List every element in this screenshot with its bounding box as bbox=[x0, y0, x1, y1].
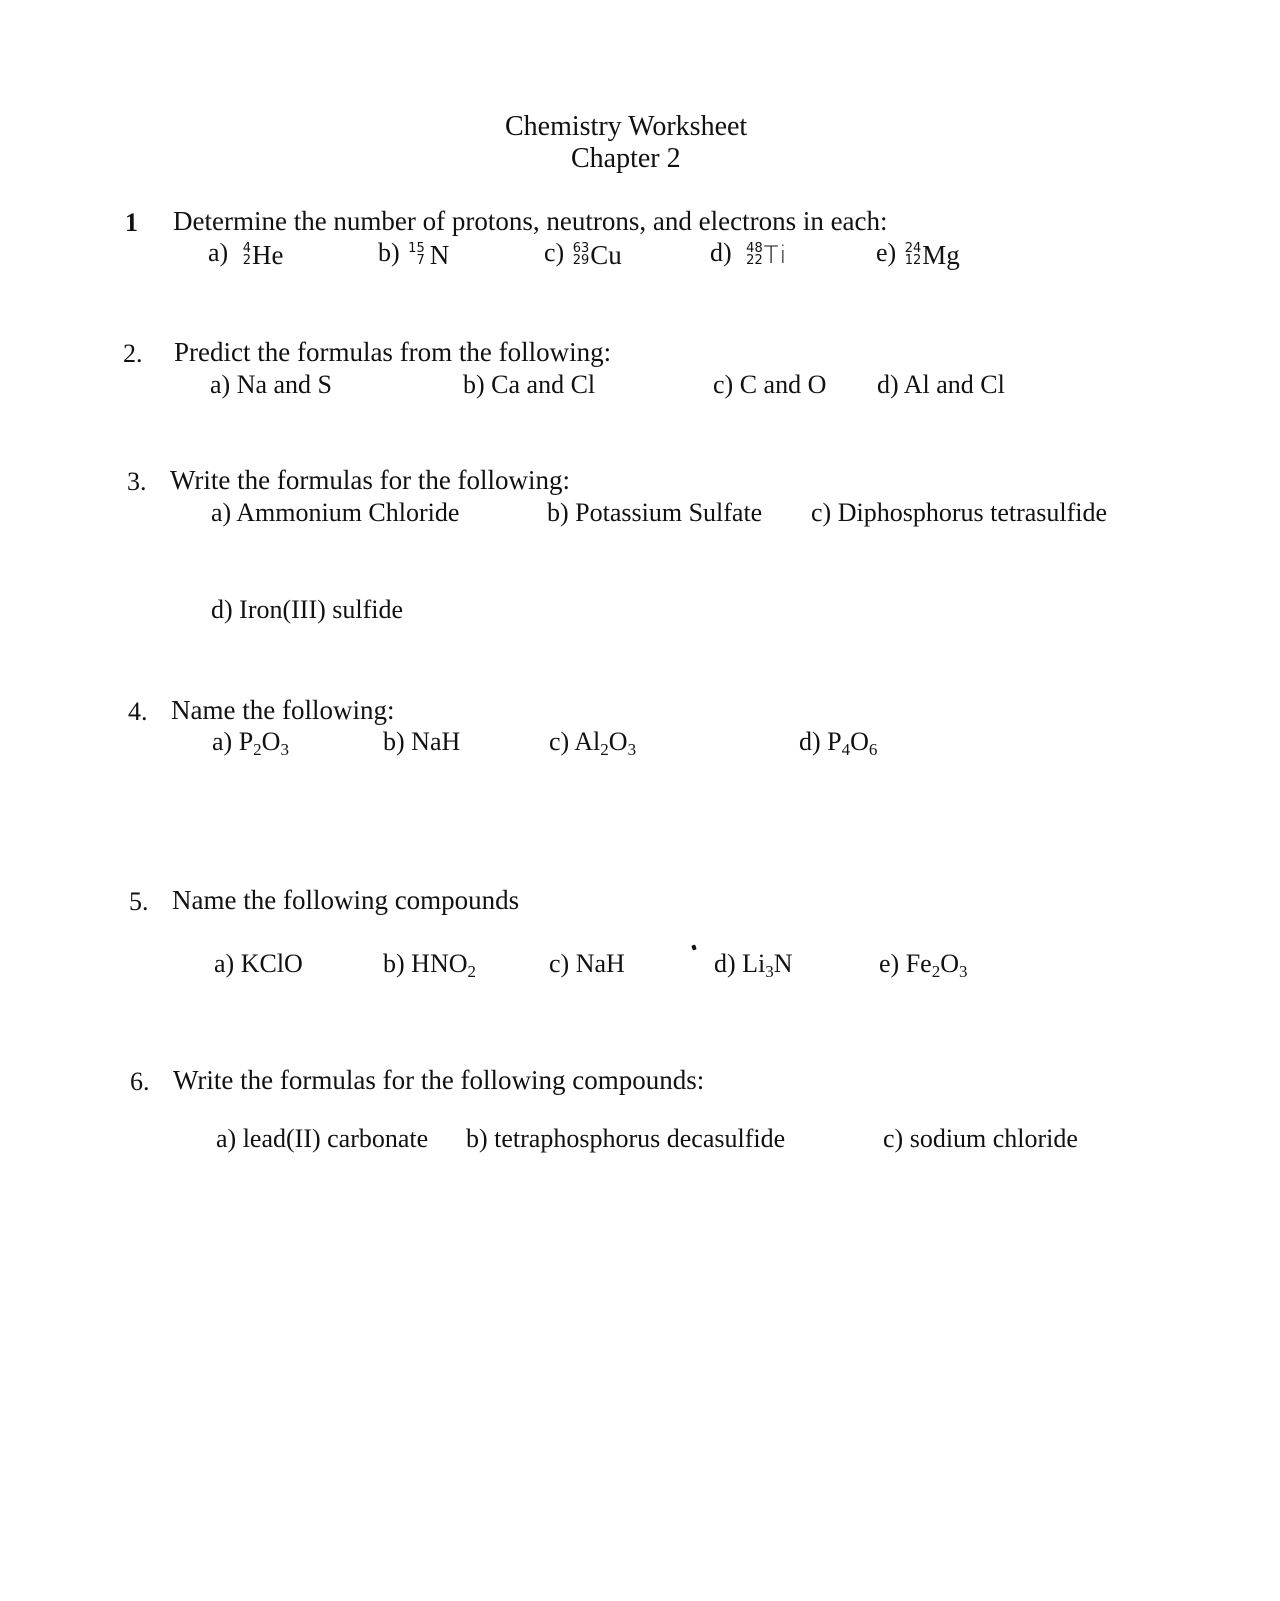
isotope-item-a bbox=[208, 240, 283, 269]
item-letter: c) bbox=[549, 949, 570, 978]
answer-item: c) Diphosphorus tetrasulfide bbox=[811, 498, 1108, 527]
item-letter: a) bbox=[214, 949, 235, 978]
formula: NaH bbox=[575, 949, 625, 978]
answer-item: a) lead(II) carbonate bbox=[216, 1124, 429, 1153]
isotope-notation bbox=[738, 241, 789, 270]
item-letter: d) bbox=[799, 727, 821, 756]
mass-number: 63 bbox=[572, 241, 590, 257]
isotope-item-e bbox=[876, 240, 960, 269]
formula: $Al_2O_3$ bbox=[574, 727, 637, 759]
isotope-notation bbox=[903, 239, 960, 270]
mass-number: 4 bbox=[242, 241, 251, 257]
formula: KClO bbox=[240, 949, 303, 978]
mass-number: 48 bbox=[746, 241, 763, 257]
item-letter: c) bbox=[549, 727, 570, 756]
element-symbol: Cu bbox=[590, 239, 622, 270]
isotope-notation bbox=[571, 239, 622, 270]
answer-item: c) C and O bbox=[713, 370, 827, 399]
item-letter: e) bbox=[879, 949, 900, 978]
item-letter: d) bbox=[714, 949, 736, 978]
atomic-number: 29 bbox=[572, 253, 590, 269]
isotope-item-b bbox=[378, 240, 449, 269]
formula-item-a bbox=[212, 727, 289, 759]
item-letter: b) bbox=[383, 949, 405, 978]
question-prompt: Predict the formulas from the following: bbox=[174, 337, 612, 367]
atomic-number: 22 bbox=[746, 253, 763, 269]
formula: NaH bbox=[411, 727, 461, 756]
isotope-item-d bbox=[710, 238, 789, 270]
answer-item: d) Al and Cl bbox=[877, 370, 1005, 399]
formula: $P_2O_3$ bbox=[238, 727, 289, 759]
formula-item-c bbox=[549, 951, 625, 977]
answer-item: b) Potassium Sulfate bbox=[547, 498, 763, 527]
formula: $Fe_2O_3$ bbox=[905, 949, 968, 981]
item-letter: a) bbox=[212, 727, 233, 756]
atomic-number: 12 bbox=[904, 253, 922, 269]
answer-item: b) Ca and Cl bbox=[463, 370, 596, 399]
stray-mark bbox=[691, 944, 696, 950]
isotope-notation bbox=[406, 239, 450, 270]
atomic-number: 7 bbox=[416, 253, 425, 269]
question-number: 3. bbox=[127, 467, 147, 496]
answer-item: a) Na and S bbox=[210, 370, 333, 399]
formula-item-b bbox=[383, 729, 460, 755]
formula: $HNO_2$ bbox=[411, 949, 477, 981]
formula: $Li_3N$ bbox=[742, 949, 793, 981]
formula-item-e bbox=[879, 949, 968, 981]
item-letter: d) bbox=[710, 238, 732, 267]
question-prompt: Determine the number of protons, neutrons, and electrons in each: bbox=[173, 206, 888, 236]
item-letter: e) bbox=[876, 238, 897, 267]
formula-item-c bbox=[549, 727, 637, 759]
worksheet-title: Chemistry Worksheet bbox=[505, 111, 748, 142]
formula-item-d bbox=[714, 949, 793, 981]
answer-item: c) sodium chloride bbox=[883, 1124, 1078, 1153]
answer-item: b) tetraphosphorus decasulfide bbox=[466, 1124, 786, 1153]
formula-item-a bbox=[214, 951, 303, 977]
answer-item: d) Iron(III) sulfide bbox=[211, 595, 404, 624]
question-prompt: Name the following: bbox=[171, 695, 395, 725]
question-number: 4. bbox=[128, 697, 148, 726]
formula-item-d bbox=[799, 727, 878, 759]
element-symbol: N bbox=[429, 239, 450, 270]
element-symbol: He bbox=[251, 239, 284, 270]
mass-number: 24 bbox=[904, 241, 922, 257]
formula-item-b bbox=[383, 949, 477, 981]
formula: $P_4O_6$ bbox=[827, 727, 878, 759]
question-prompt: Write the formulas for the following: bbox=[170, 465, 571, 495]
answer-item: a) Ammonium Chloride bbox=[211, 498, 460, 527]
item-letter: b) bbox=[378, 238, 400, 267]
question-number: 6. bbox=[130, 1067, 150, 1096]
element-symbol: Ti bbox=[763, 241, 789, 270]
item-letter: c) bbox=[544, 238, 565, 267]
isotope-item-c bbox=[544, 240, 622, 269]
mass-number: 15 bbox=[408, 241, 425, 257]
question-prompt: Write the formulas for the following compounds: bbox=[173, 1065, 705, 1095]
element-symbol: Mg bbox=[922, 239, 960, 270]
item-letter: b) bbox=[383, 727, 405, 756]
item-letter: a) bbox=[208, 238, 229, 267]
question-number: 5. bbox=[129, 887, 149, 916]
question-prompt: Name the following compounds bbox=[172, 885, 520, 915]
question-number: 1 bbox=[125, 208, 138, 237]
isotope-notation bbox=[235, 239, 284, 270]
atomic-number: 2 bbox=[242, 253, 251, 269]
question-number: 2. bbox=[123, 339, 143, 368]
worksheet-subtitle: Chapter 2 bbox=[571, 143, 681, 174]
